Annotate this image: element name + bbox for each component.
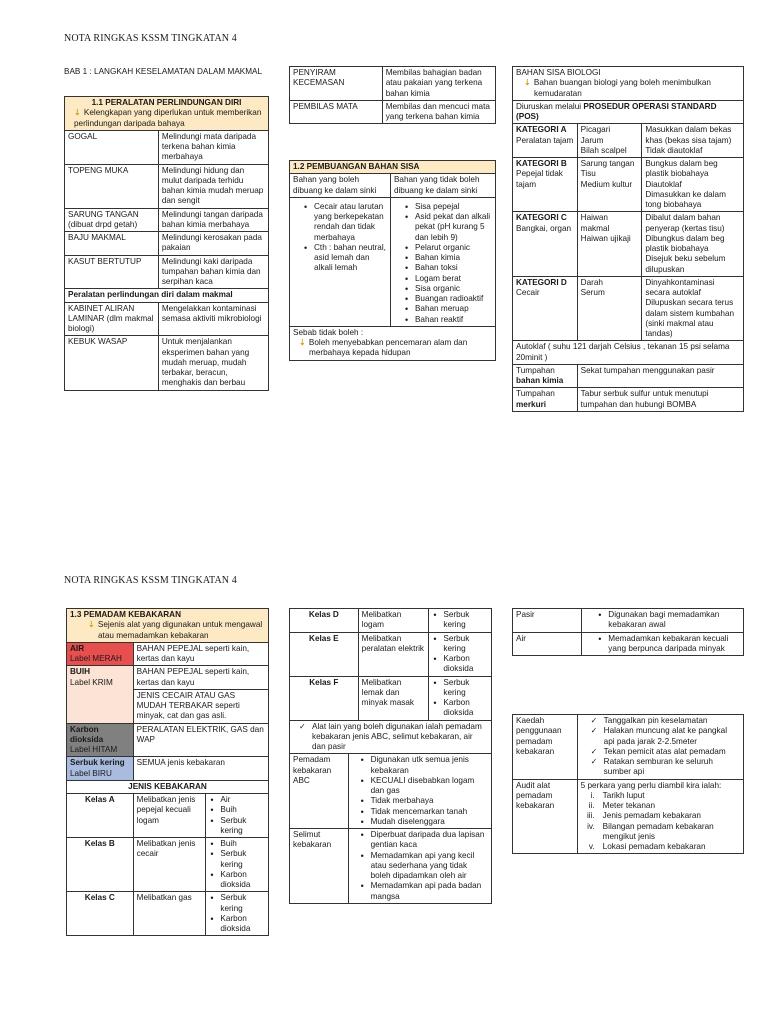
fire-class-name: Kelas B [67,838,134,892]
list-item: • Serbuk kering [209,893,265,914]
category-sub: Pepejal tidak tajam [516,169,563,189]
ppe-item: TOPENG MUKA [65,164,159,208]
category-sub: Peralatan tajam [516,135,574,145]
list-item: ✓ Tanggalkan pin keselamatan [591,716,740,726]
lab-equipment-item: KABINET ALIRAN LAMINAR (dlm makmal biologi) [65,302,159,336]
table-row [65,336,269,390]
type-label: Label BIRU [70,768,112,778]
bio-header [513,67,744,101]
fire-class-desc: Melibatkan gas [133,892,206,936]
extinguisher-type [67,723,134,757]
equipment-name: PEMBILAS MATA [290,100,383,124]
list-item: ✓ Halakan muncung alat ke pangkal api pada jarak 2-2.5meter [591,726,740,747]
list-item: • Cth : bahan neutral, asid lemah dan alkali lemah [303,243,387,274]
equipment-name: PENYIRAM KECEMASAN [290,67,383,101]
category-sub: Cecair [516,288,540,297]
audit-label: Audit alat pemadam kebakaran [513,779,578,854]
cannot-dispose-cell [390,197,495,326]
ppe-desc: Melindungi kaki daripada tumpahan bahan kimia dan serpihan kaca [158,255,268,289]
reason-desc: Boleh menyebabkan pencemaran alam dan merbahaya kepada hidupan [308,338,468,358]
list-item [581,822,740,843]
ppe-section [64,96,269,391]
ppe-desc-row [68,108,265,129]
sand-label: Pasir [513,609,582,633]
spill-type [513,388,578,412]
table-row [513,388,744,412]
type-use: BAHAN PEPEJAL seperti kain, kertas dan kayu [133,666,268,690]
ppe-item: BAJU MAKMAL [65,232,159,256]
lab-equipment-desc: Mengelakkan kontaminasi semasa aktiviti mikrobiologi [158,302,268,336]
category-desc: Dinyahkontaminasi secara autoklaf Dilupuskan secara terus dalam sistem kumbahan (sinki makmal atau tandas) [642,276,744,341]
extinguisher-desc: Sejenis alat yang digunakan untuk mengawal atau memadamkan kebakaran [97,620,263,640]
pos-name: PROSEDUR OPERASI STANDARD (POS) [516,101,717,121]
fire-class-name: Kelas D [290,609,359,633]
spill-label: Tumpahan [516,389,555,399]
ppe-item: GOGAL [65,130,159,164]
fire-class-name: Kelas C [67,892,134,936]
item-text: Jenis pemadam kebakaran [602,811,701,821]
type-name: Serbuk kering [70,758,125,768]
usage-audit-section [512,714,744,854]
table-row [513,158,744,212]
list-item: • Digunakan utk semua jenis kebakaran [360,755,488,776]
extinguisher-title: 1.3 PEMADAM KEBAKARAN [70,610,181,619]
ppe-subheading: Peralatan perlindungan diri dalam makmal [65,289,269,302]
list-item: • Tidak mencemarkan tanah [360,807,488,817]
audit-intro: 5 perkara yang perlu diambil kira ialah: [580,780,722,790]
chapter-title: BAB 1 : LANGKAH KESELAMATAN DALAM MAKMAL [64,67,263,76]
table-row [290,829,492,904]
list-item: • Memadamkan api pada badan mangsa [360,881,488,902]
category-cell [513,158,578,212]
list-item: • Karbon dioksida [432,698,488,719]
fire-class-desc: Melibatkan logam [358,609,429,633]
item-number: ii. [588,801,595,810]
ppe-desc: Kelengkapan yang diperlukan untuk memberikan perlindungan daripada bahaya [74,108,262,128]
list-item: ✓ Tekan pemicit atas alat pemadam [591,747,740,757]
fire-class-agents [206,794,269,838]
table-row [290,100,496,124]
table-row [65,208,269,232]
equipment-desc: Membilas dan mencuci mata yang terkena bahan kimia [382,100,495,124]
list-item [581,842,740,852]
list-item: • Memadamkan api yang kecil atau sederhana yang tidak boleh dipadamkan oleh air [360,851,488,882]
cannot-dispose-heading: Bahan yang tidak boleh dibuang ke dalam sinki [390,174,495,198]
lab-equipment-item: KEBUK WASAP [65,336,159,390]
table-row [65,302,269,336]
table-row [513,212,744,277]
list-item: • Digunakan bagi memadamkan kebakaran awal [597,610,740,631]
list-item: • Bahan toksi [404,263,492,273]
other-tools-note: ✓ Alat lain yang boleh digunakan ialah pemadam kebakaran jenis ABC, selimut kebakaran, air dan pasir [299,722,488,753]
list-item: • Bahan meruap [404,304,492,314]
ppe-item: KASUT BERTUTUP [65,255,159,289]
list-item [581,811,740,821]
category-desc: Dibalut dalam bahan penyerap (kertas tisu) Dibungkus dalam beg plastik biobahaya Disejuk beku sebelum dilupuskan [642,212,744,277]
arrow-icon: ⇣ [299,338,306,347]
list-item: • Bahan reaktif [404,315,492,325]
biological-waste-section [512,66,744,412]
table-row [67,666,269,690]
reason-cell [290,326,496,360]
fire-class-agents [429,632,492,676]
blanket-label: Selimut kebakaran [290,829,349,904]
type-label: Label HITAM [70,745,118,754]
category-cell [513,212,578,277]
fire-class-name: Kelas A [67,794,134,838]
spill-kind: merkuri [516,399,547,409]
list-item: • Karbon dioksida [209,870,265,891]
ppe-desc: Melindungi tangan daripada bahan kimia merbahaya [158,208,268,232]
list-item: ✓ Ratakan semburan ke seluruh sumber api [591,757,740,778]
can-dispose-heading: Bahan yang boleh dibuang ke dalam sinki [290,174,391,198]
category-items: Sarung tangan Tisu Medium kultur [577,158,642,212]
ppe-desc: Melindungi kerosakan pada pakaian [158,232,268,256]
ppe-desc: Melindungi hidung dan mulut daripada terhidu bahan kimia mudah meruap dan sengit [158,164,268,208]
bio-desc-row [516,78,740,99]
list-item: • Buih [209,805,265,815]
type-label: Label KRIM [70,677,113,687]
spill-action: Sekat tumpahan menggunakan pasir [577,364,743,388]
abc-label: Pemadam kebakaran ABC [290,754,349,829]
fire-class-agents [206,892,269,936]
bio-desc: Bahan buangan biologi yang boleh menimbulkan kemudaratan [533,78,711,98]
reason-title: Sebab tidak boleh : [293,327,364,337]
spill-kind: bahan kimia [516,376,564,385]
blanket-points [348,829,491,904]
category-desc: Masukkan dalam bekas khas (bekas sisa tajam) Tidak diautoklaf [642,124,744,158]
fire-class-heading: JENIS KEBAKARAN [67,780,269,793]
spill-label: Tumpahan [516,365,555,375]
item-number: i. [590,790,595,800]
type-label: Label MERAH [70,654,122,663]
type-use: SEMUA jenis kebakaran [133,757,268,781]
audit-points [577,779,743,854]
type-use: BAHAN PEPEJAL seperti kain, kertas dan kayu [133,642,268,666]
table-row [290,67,496,101]
usage-steps [577,715,743,780]
eyewash-section [289,66,496,124]
item-number: v. [588,842,595,851]
category-items: Picagari Jarum Bilah scalpel [577,124,642,158]
table-row [67,723,269,757]
list-item: • Memadamkan kebakaran kecuali yang berpunca daripada minyak [597,634,740,655]
category-sub: Bangkai, organ [516,223,572,233]
category-head: KATEGORI A [516,125,567,135]
table-row [513,715,744,780]
list-item: • Buih [209,839,265,849]
table-row [290,609,492,633]
table-row [67,838,269,892]
list-item: • Mudah diselenggara [360,817,488,827]
table-row [513,609,744,633]
table-row [67,642,269,666]
fire-class-agents [429,609,492,633]
lab-equipment-desc: Untuk menjalankan eksperimen bahan yang mudah meruap, mudah terbakar, beracun, menghakis dan berbau [158,336,268,390]
item-number: iii. [586,811,595,821]
category-head: KATEGORI B [516,159,567,168]
ppe-header [65,97,269,131]
list-item: • Karbon dioksida [209,914,265,935]
extinguisher-type [67,757,134,781]
abc-points [348,754,491,829]
equipment-desc: Membilas bahagian badan atau pakaian yang terkena bahan kimia [382,67,495,101]
category-items: Haiwan makmal Haiwan ujikaji [577,212,642,277]
list-item: • Diperbuat daripada dua lapisan gentian kaca [360,830,488,851]
table-row [513,779,744,854]
waste-title: 1.2 PEMBUANGAN BAHAN SISA [290,161,496,174]
pos-prefix: Diuruskan melalui [516,101,584,111]
list-item: • KECUALI disebabkan logam dan gas [360,776,488,797]
ppe-item: SARUNG TANGAN (dibuat drpd getah) [65,208,159,232]
water-points [582,632,744,656]
arrow-icon: ⇣ [74,108,81,118]
list-item: • Bahan kimia [404,253,492,263]
table-row [513,124,744,158]
spill-action: Tabur serbuk sulfur untuk menutupi tumpahan dan hubungi BOMBA [577,388,743,412]
table-row [65,164,269,208]
list-item [581,791,740,801]
table-row [513,276,744,341]
list-item: • Serbuk kering [432,678,488,699]
list-item: • Tidak merbahaya [360,796,488,806]
fire-class-desc: Melibatkan lemak dan minyak masak [358,676,429,720]
list-item: • Serbuk kering [432,634,488,655]
arrow-icon: ⇣ [524,78,531,88]
fire-class-agents [429,676,492,720]
other-tools-cell [290,720,492,754]
table-row [513,632,744,656]
item-text: Lokasi pemadam kebakaran [602,842,706,851]
table-row [290,754,492,829]
item-text: Tarikh luput [602,790,645,800]
type-use: JENIS CECAIR ATAU GAS MUDAH TERBAKAR seperti minyak, cat dan gas asli. [133,689,268,723]
table-row [67,757,269,781]
list-item: • Sisa pepejal [404,202,492,212]
table-row [65,130,269,164]
table-row [290,632,492,676]
list-item: • Asid pekat dan alkali pekat (pH kurang 5 dan lebih 9) [404,212,492,243]
list-item: • Pelarut organic [404,243,492,253]
table-row [65,232,269,256]
spill-type [513,364,578,388]
fire-class-desc: Melibatkan peralatan elektrik [358,632,429,676]
autoclave-note: Autoklaf ( suhu 121 darjah Celsius , tekanan 15 psi selama 20minit ) [513,341,744,365]
fire-class-agents [206,838,269,892]
extinguisher-type [67,666,134,723]
list-item: • Cecair atau larutan yang berkepekatan rendah dan tidak merbahaya [303,202,387,243]
fire-class-section-2 [289,608,492,904]
item-number: iv. [587,821,595,831]
page-heading: NOTA RINGKAS KSSM TINGKATAN 4 [64,33,237,44]
list-item: • Air [209,795,265,805]
category-head: KATEGORI C [516,213,567,223]
category-cell [513,276,578,341]
usage-label: Kaedah penggunaan pemadam kebakaran [513,715,578,780]
list-item: • Serbuk kering [209,816,265,837]
type-name: AIR [70,643,85,653]
sand-water-section [512,608,744,656]
waste-disposal-section [289,160,496,361]
page-heading: NOTA RINGKAS KSSM TINGKATAN 4 [64,575,237,586]
type-name: BUIH [70,667,91,677]
table-row [67,892,269,936]
pos-row [513,100,744,124]
arrow-icon: ⇣ [88,620,95,630]
item-text: Meter tekanan [602,801,656,810]
type-name: Karbon dioksida [70,724,104,744]
table-row [290,676,492,720]
extinguisher-desc-row [70,620,265,641]
extinguisher-type [67,642,134,666]
list-item: • Serbuk kering [432,610,488,631]
table-row [513,364,744,388]
reason-row [293,338,492,359]
extinguisher-header [67,609,269,643]
table-row [65,255,269,289]
fire-extinguisher-section [66,608,269,936]
item-text: Bilangan pemadam kebakaran mengikut jenis [602,821,714,841]
water-label: Air [513,632,582,656]
list-item: • Sisa organic [404,284,492,294]
can-dispose-cell [290,197,391,326]
fire-class-desc: Melibatkan jenis cecair [133,838,206,892]
list-item: • Logam berat [404,274,492,284]
category-cell [513,124,578,158]
ppe-desc: Melindungi mata daripada terkena bahan kimia merbahaya [158,130,268,164]
list-item: • Karbon dioksida [432,654,488,675]
table-row [67,794,269,838]
fire-class-name: Kelas E [290,632,359,676]
ppe-title: 1.1 PERALATAN PERLINDUNGAN DIRI [91,98,242,107]
list-item: • Buangan radioaktif [404,294,492,304]
bio-title: BAHAN SISA BIOLOGI [516,68,601,77]
fire-class-name: Kelas F [290,676,359,720]
category-head: KATEGORI D [516,277,567,287]
list-item: • Serbuk kering [209,849,265,870]
sand-points [582,609,744,633]
type-use: PERALATAN ELEKTRIK, GAS dan WAP [133,723,268,757]
fire-class-desc: Melibatkan jenis pepejal kecuali logam [133,794,206,838]
list-item [581,801,740,811]
category-desc: Bungkus dalam beg plastik biobahaya Diautoklaf Dimasukkan ke dalam tong biobahaya [642,158,744,212]
category-items: Darah Serum [577,276,642,341]
